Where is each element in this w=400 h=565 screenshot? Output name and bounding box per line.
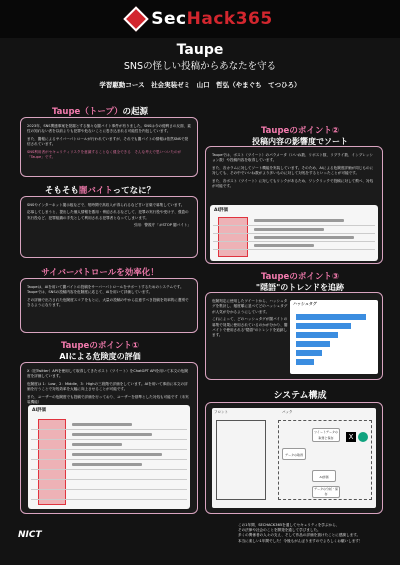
node-ai: AI評価 <box>312 470 336 482</box>
point1-paragraph-3: また、ユーザーの危険度でも投稿で評価を行っており、ユーザーを基準とした対処も可能です（未実装機能） <box>27 394 189 405</box>
patrol-paragraph-1: Taupeは、AIを用いて闇バイトの投稿をサーバーパトロールをサポートするためのシステムです。Taupeでは、SNSの投稿内容を危険度に応じて、AIを用いて評価しています。 <box>27 285 184 295</box>
origin-paragraph-1: 2023年、SNS関連事案を発端とする様々な闇バイト事件が有りました。SNSは今の便利さの反面、素性の知れない者を以前よりも犯罪や危ないことに巻き込まれる可能性を内包しています。 <box>27 124 191 134</box>
point3-title: Taupeのポイント③ "隠語"のトレンドを追跡 <box>255 272 345 292</box>
point3-paragraph-1: 危険判定に使用したツイートから、ハッシュタグを集計し、頻度順に並べてどのハッシュタグが人気が分かるようにしています。 <box>212 299 288 314</box>
origin-panel <box>20 117 198 177</box>
point1-paragraph-1: X（旧Twitter）APIを使用して取得してきたポスト（ツイート）をChatGPT APIを用いて本文の危険度を評価しています。 <box>27 369 188 379</box>
hashtag-bar <box>296 350 322 356</box>
point1-screen-label: AI評価 <box>32 408 47 413</box>
point1-paragraph-2: 危険度は 1：Low、2：Middle、3：Highの三段階で評価をしています。AIを用いて事前に本文の評価を行うことで対処効率を大幅に向上させることが可能です。 <box>27 381 188 392</box>
point2-title: Taupeのポイント② 投稿内容の影響度でソート <box>252 126 348 146</box>
hashtag-bar <box>296 341 330 347</box>
x-logo-icon: X <box>346 432 356 442</box>
poster-subtitle: SNSの怪しい投稿からあなたを守る <box>123 61 277 72</box>
darkjob-title: そもそも闇バイトってなに？ <box>44 186 156 196</box>
origin-paragraph-2: また、闇報によるサイバーパトロールが行われていますが、それでも闇バイトの情報は依然SNSで発信されています。 <box>27 136 189 147</box>
system-title: システム構成 <box>273 391 327 401</box>
hashtag-bar <box>296 359 314 365</box>
hashtag-chart-label: ハッシュタグ <box>293 301 317 306</box>
node-fetch: データの取得 <box>282 448 306 460</box>
front-box <box>216 420 266 500</box>
node-analyze: データの分析・保存 <box>313 487 338 496</box>
point2-screenshot <box>210 205 378 261</box>
poster-title: Taupe <box>176 42 224 58</box>
sort-column-highlight <box>218 217 248 257</box>
poster-authors: 学習駆動コース 社会実装ゼミ 山口 哲弘（やまぐち てつひろ） <box>99 81 301 89</box>
sechack-logo-icon <box>124 6 149 31</box>
patrol-panel <box>20 278 198 333</box>
front-label: フロント <box>214 410 228 414</box>
hashtag-bar <box>296 314 366 320</box>
origin-paragraph-3: SNS利用者がセキュリティリスクを意識することなく健全できる そんな考えで思いついたのが「Taupe」です。 <box>27 149 182 160</box>
header-bar <box>0 0 400 38</box>
hashtag-bar <box>296 323 351 329</box>
sechack-logo: SecHack365 <box>151 9 273 29</box>
point1-screenshot <box>28 405 190 509</box>
point2-paragraph-3: また、各ポスト（ツイート）に対してもリンクがあるため、ワンクリックで投稿に対して飛べ、対処が可能です。 <box>212 178 374 189</box>
point2-paragraph-2: また、各カラムに対してソート機能を実装しています。そのため、AIによる危険度評価が同じものに対しても、その中でいいね数がより多いものに対して対処をするといったことが可能です。 <box>212 165 374 176</box>
darkjob-panel <box>20 196 198 258</box>
point2-screen-label: AI評価 <box>214 208 229 213</box>
nict-logo: NICT <box>18 530 42 540</box>
hashtag-bar <box>296 332 338 338</box>
hashtag-chart <box>290 300 378 374</box>
darkjob-paragraph-1: SNSやインターネット掲示板などで、短時間で高収入が得られるなど甘い言葉で募集しています。 <box>27 203 185 207</box>
hashtag-bars <box>290 300 378 374</box>
origin-title: Taupe（トープ）の起源 <box>51 107 148 117</box>
darkjob-paragraph-2: 応募してしまうと、提出した個人情報を悪用・脅迫されるなどして、犯罪の実行役や受け子、強盗の実行役など、犯罪組織の手先として利用される犯罪者となってしまいます。 <box>27 210 189 220</box>
risk-column-highlight <box>38 419 66 505</box>
patrol-title: サイバーパトロールを効率化！ <box>41 268 159 278</box>
patrol-paragraph-2: その評価で出力された危険度スコアをもとに、大量の投稿の中から注意すべき投稿を効率的に選別できるようになります。 <box>27 297 189 308</box>
darkjob-citation: 引用：警視庁「＃STOP 闇バイト」 <box>133 223 191 228</box>
point3-paragraph-2: これによって、どのハッシュタグが闇バイトの募集で効果に使用されているのかが分かり、闇バイトで使用される"隠語"のトレンドを追跡します。 <box>212 317 288 338</box>
openai-logo-icon <box>358 432 368 442</box>
back-label: バック <box>282 410 293 414</box>
point1-title: Taupeのポイント① AIによる危険度の評価 <box>59 341 141 361</box>
footer-message: この1年間、SECHACK365を通してセキュリティを学ぶから、 その法律や社会のことを開発を通して学びました。 多くの関係者の人々の支え、そして作品の評価を頂けたことに感謝します。 本当に楽しい1年間でした！今後もがんばりますのでよろしくお願いします！ <box>238 523 363 543</box>
node-store: ツイートデータの取得と保存 <box>312 428 340 442</box>
system-diagram <box>212 408 376 508</box>
point2-paragraph-1: Taupeでは、ポスト（ツイート）のパラメータ（いいね数、リポスト数、リプライ数、インプレッション数）や投稿内容を取得しています。 <box>212 153 373 163</box>
